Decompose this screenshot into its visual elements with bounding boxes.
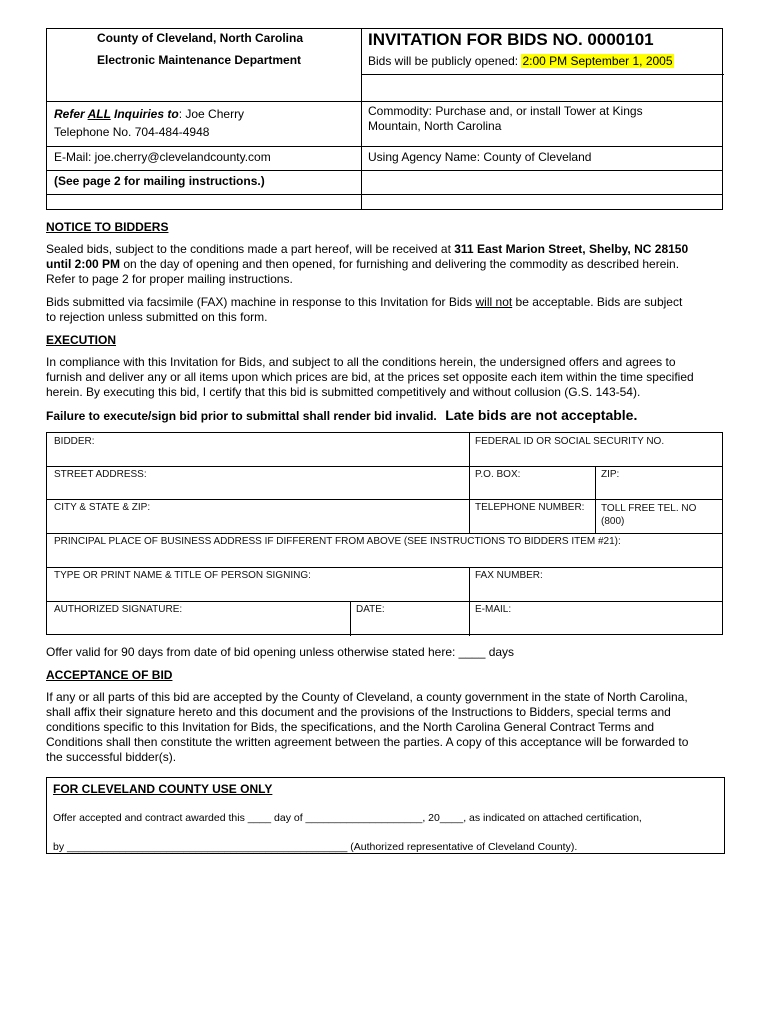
notice-text: Sealed bids, subject to the conditions made a part hereof, will be received at (46, 242, 455, 256)
acceptance-text: conditions specific to this Invitation for Bids, the specifications, and the North Carolina General Contract Terms and (46, 720, 655, 734)
header-divider (361, 29, 362, 209)
inquiries-to: Inquiries to (110, 107, 179, 121)
header-rule (47, 170, 722, 171)
notice-text: on the day of opening and then opened, for furnishing and delivering the commodity as described herein. (120, 257, 680, 271)
notice-heading: NOTICE TO BIDDERS (46, 220, 169, 234)
form-rule (47, 466, 722, 467)
page-title: INVITATION FOR BIDS NO. 0000101 (368, 30, 654, 49)
email-field[interactable]: E-MAIL: (475, 604, 512, 615)
notice-address: 311 East Marion Street, Shelby, NC 28150 (454, 242, 689, 256)
principal-address-field[interactable]: PRINCIPAL PLACE OF BUSINESS ADDRESS IF DIFFERENT FROM ABOVE (SEE INSTRUCTIONS TO BIDDERS ITEM #21): (54, 536, 621, 547)
inquiries-name: : Joe Cherry (178, 107, 245, 121)
form-divider (469, 567, 470, 636)
execution-heading: EXECUTION (46, 333, 117, 347)
execution-text: herein. By executing this bid, I certify that this bid is submitted competitively and without collusion (G.S. 143-54). (46, 385, 641, 399)
header-box (46, 28, 723, 210)
acceptance-text: If any or all parts of this bid are accepted by the County of Cleveland, a county government in the state of North Carolina, (46, 690, 688, 704)
form-rule (47, 601, 722, 602)
offer-valid-line: Offer valid for 90 days from date of bid opening unless otherwise stated here: ____ days (46, 645, 515, 659)
form-rule (47, 567, 722, 568)
form-divider (469, 433, 470, 533)
acceptance-heading: ACCEPTANCE OF BID (46, 668, 173, 682)
bid-opening (368, 54, 674, 68)
bidder-form (46, 432, 723, 635)
signer-name-field[interactable]: TYPE OR PRINT NAME & TITLE OF PERSON SIGNING: (54, 570, 311, 581)
header-rule (361, 74, 724, 75)
notice-deadline: until 2:00 PM (46, 257, 121, 271)
toll-free-label: TOLL FREE TEL. NO (601, 503, 697, 514)
form-rule (47, 533, 722, 534)
notice-text: to rejection unless submitted on this form. (46, 310, 268, 324)
toll-free-field[interactable] (601, 502, 696, 528)
commodity (368, 104, 643, 134)
notice-text: Bids submitted via facsimile (FAX) machine in response to this Invitation for Bids (46, 295, 476, 309)
form-divider (595, 466, 596, 533)
telephone-field[interactable]: TELEPHONE NUMBER: (475, 502, 585, 513)
bidder-field[interactable]: BIDDER: (54, 436, 95, 447)
warning-invalid: Failure to execute/sign bid prior to submittal shall render bid invalid. (46, 409, 437, 423)
header-rule (47, 194, 722, 195)
acceptance-text: shall affix their signature hereto and this document and the provisions of the Instructions to Bidders, special terms and (46, 705, 671, 719)
notice-emphasis: will not (475, 295, 513, 309)
county-name: County of Cleveland, North Carolina (97, 31, 304, 45)
inquiries-prefix: Refer (54, 107, 88, 121)
commodity-line: Commodity: Purchase and, or install Tower at Kings (368, 104, 643, 118)
county-use-box (46, 777, 725, 854)
notice-paragraph-1 (46, 242, 726, 287)
city-state-zip-field[interactable]: CITY & STATE & ZIP: (54, 502, 151, 513)
form-rule (47, 499, 722, 500)
date-field[interactable]: DATE: (356, 604, 385, 615)
inquiries-line (54, 107, 244, 121)
signature-field[interactable]: AUTHORIZED SIGNATURE: (54, 604, 183, 615)
acceptance-paragraph (46, 690, 726, 765)
bid-opening-date: 2:00 PM September 1, 2005 (522, 54, 673, 68)
department-name: Electronic Maintenance Department (97, 53, 302, 67)
mailing-note: (See page 2 for mailing instructions.) (54, 174, 265, 188)
acceptance-text: the successful bidder(s). (46, 750, 177, 764)
inquiries-telephone: Telephone No. 704-484-4948 (54, 125, 210, 139)
header-rule (47, 101, 722, 102)
zip-field[interactable]: ZIP: (601, 469, 620, 480)
toll-free-prefix: (800) (601, 516, 625, 527)
fax-field[interactable]: FAX NUMBER: (475, 570, 543, 581)
warning-late: Late bids are not acceptable. (445, 407, 638, 423)
execution-paragraph (46, 355, 726, 400)
award-line: Offer accepted and contract awarded this ____ day of ____________________, 20____, as indicated on attached certification, (53, 812, 642, 824)
acceptance-text: Conditions shall then constitute the written agreement between the parties. A copy of this acceptance will be forwarded to (46, 735, 689, 749)
federal-id-field[interactable]: FEDERAL ID OR SOCIAL SECURITY NO. (475, 436, 665, 447)
notice-paragraph-2 (46, 295, 726, 325)
po-box-field[interactable]: P.O. BOX: (475, 469, 521, 480)
contact-email: E-Mail: joe.cherry@clevelandcounty.com (54, 150, 271, 164)
commodity-line: Mountain, North Carolina (368, 119, 502, 133)
county-use-heading: FOR CLEVELAND COUNTY USE ONLY (53, 782, 273, 796)
agency-name: Using Agency Name: County of Cleveland (368, 150, 592, 164)
execution-text: furnish and deliver any or all items upon which prices are bid, at the prices set opposite each item within the time specified (46, 370, 694, 384)
notice-text: be acceptable. Bids are subject (512, 295, 683, 309)
execution-text: In compliance with this Invitation for Bids, and subject to all the conditions herein, the undersigned offers and agrees to (46, 355, 676, 369)
notice-text: Refer to page 2 for proper mailing instructions. (46, 272, 293, 286)
execution-warning (46, 407, 637, 425)
header-rule (47, 146, 722, 147)
form-divider (350, 601, 351, 636)
street-address-field[interactable]: STREET ADDRESS: (54, 469, 147, 480)
bid-opening-label: Bids will be publicly opened: (368, 54, 519, 68)
authorized-by-line: by ________________________________________________ (Authorized representative of Cleveland County). (53, 841, 578, 853)
inquiries-all: ALL (87, 107, 111, 121)
